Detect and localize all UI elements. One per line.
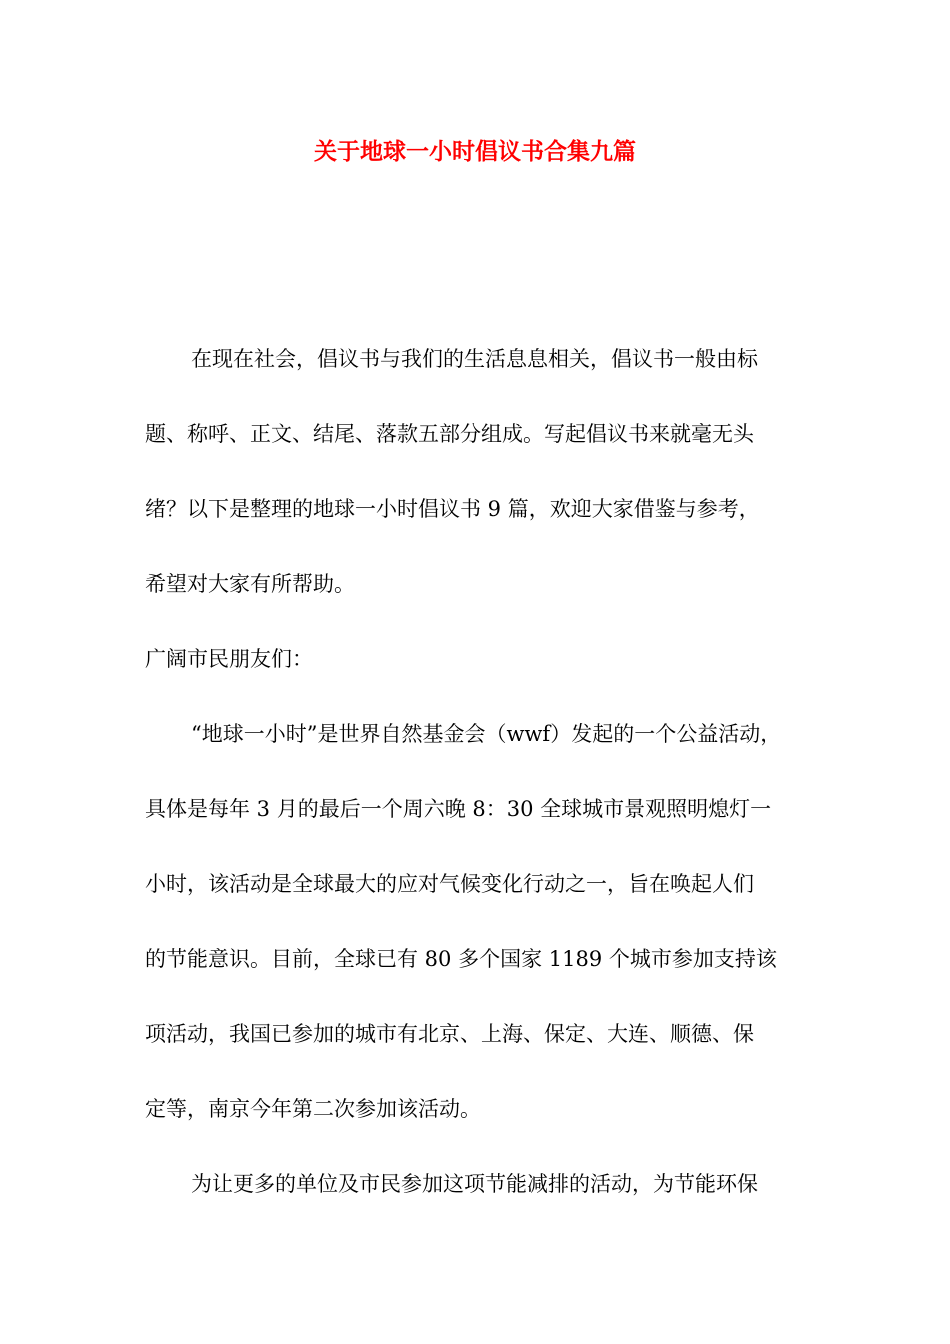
paragraph-line: 希望对大家有所帮助。 bbox=[145, 572, 355, 596]
paragraph-line: 具体是每年 3 月的最后一个周六晚 8：30 全球城市景观照明熄灯一 bbox=[145, 797, 772, 821]
paragraph-line: 项活动，我国已参加的城市有北京、上海、保定、大连、顺德、保 bbox=[145, 1022, 754, 1046]
paragraph-line: 题、称呼、正文、结尾、落款五部分组成。写起倡议书来就毫无头 bbox=[145, 422, 754, 446]
paragraph-line: 的节能意识。目前，全球已有 80 多个国家 1189 个城市参加支持该 bbox=[145, 947, 777, 971]
paragraph-line: 小时，该活动是全球最大的应对气候变化行动之一，旨在唤起人们 bbox=[145, 872, 754, 896]
paragraph-line: 在现在社会，倡议书与我们的生活息息相关，倡议书一般由标 bbox=[191, 347, 758, 371]
paragraph-line: 为让更多的单位及市民参加这项节能减排的活动，为节能环保 bbox=[191, 1172, 758, 1196]
document-body bbox=[145, 322, 815, 1222]
paragraph-line: “地球一小时”是世界自然基金会（wwf）发起的一个公益活动， bbox=[191, 722, 782, 746]
document-title: 关于地球一小时倡议书合集九篇 bbox=[314, 139, 636, 165]
salutation: 广阔市民朋友们： bbox=[145, 647, 313, 671]
paragraph-line: 绪？以下是整理的地球一小时倡议书 9 篇，欢迎大家借鉴与参考， bbox=[145, 497, 760, 521]
paragraph-line: 定等，南京今年第二次参加该活动。 bbox=[145, 1097, 481, 1121]
